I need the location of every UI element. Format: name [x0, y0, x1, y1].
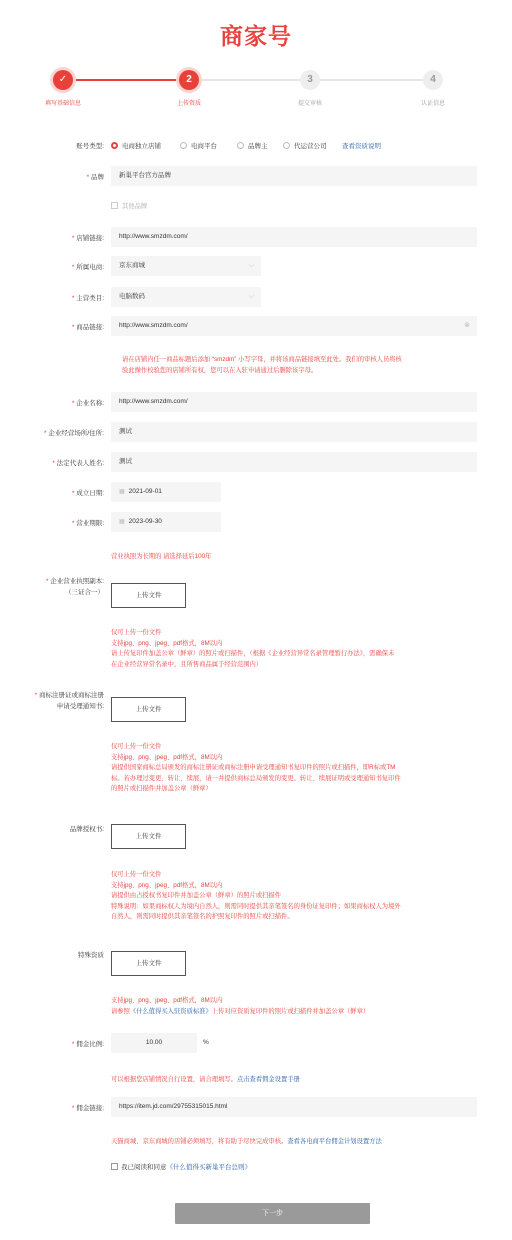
- license-notes: 仅可上传一份文件 支持jpg、png、jpeg、pdf格式，8M以内 请上传复印件加盖公章（鲜章）的照片或扫描件，（根据《企业经营异常名录管理暂行办法》，需确保未 在企业经营异常名录中，且所售商品属于经营范围内）: [111, 629, 395, 668]
- legal-rep-label: * 法定代表人姓名:: [52, 460, 104, 467]
- business-term-note: 营业执照为长期的 请选择延后100年: [111, 553, 212, 560]
- company-address-input[interactable]: 测试: [111, 422, 477, 442]
- brand-label: * 品牌: [86, 174, 104, 181]
- founded-date-input[interactable]: [111, 482, 221, 502]
- ecommerce-value: 京东商城: [119, 262, 145, 269]
- authorization-upload-button[interactable]: 上传文件: [111, 824, 186, 849]
- clear-icon[interactable]: ⊗: [464, 322, 470, 329]
- product-link-input[interactable]: [111, 316, 477, 336]
- agreement-checkbox[interactable]: [111, 1163, 118, 1170]
- qualification-standard-link[interactable]: 《什么值得买入驻资质标准》: [129, 1007, 212, 1015]
- radio-brand-owner[interactable]: [237, 142, 244, 149]
- chevron-down-icon: ⌵: [248, 293, 254, 300]
- radio-ecommerce-platform[interactable]: [180, 142, 187, 149]
- business-term-label: * 营业期限:: [71, 520, 104, 527]
- commission-label: * 佣金比例:: [71, 1041, 104, 1048]
- product-link-value: http://www.smzdm.com/: [119, 322, 188, 329]
- company-address-label: * 企业经营场所/住所:: [44, 430, 104, 437]
- founded-value: 2021-09-01: [128, 488, 162, 495]
- trademark-label: * 商标注册证或商标注册 申请受理通知书:: [34, 692, 104, 710]
- step-1-check-icon: ✓: [53, 70, 73, 90]
- agreement-text: 我已阅读和同意《什么值得买新巢平台总则》: [121, 1164, 251, 1171]
- radio-agency[interactable]: [283, 142, 290, 149]
- authorization-label: 品牌授权书:: [69, 826, 104, 833]
- radio-label-ecommerce-store[interactable]: 电商独立店铺: [122, 143, 161, 150]
- category-value: 电脑数码: [119, 293, 145, 300]
- radio-ecommerce-store[interactable]: [111, 142, 118, 149]
- chevron-down-icon: ⌵: [248, 262, 254, 269]
- company-name-label: * 企业名称:: [71, 400, 104, 407]
- license-label: * 企业营业执照副本: （三证合一）: [45, 578, 104, 596]
- account-type-label: 账号类型:: [76, 143, 104, 150]
- commission-link-input[interactable]: https://item.jd.com/29755315015.html: [111, 1097, 477, 1117]
- category-select[interactable]: [111, 287, 261, 307]
- business-term-value: 2023-09-30: [128, 518, 162, 525]
- commission-link-label: * 佣金链接:: [71, 1105, 104, 1112]
- step-4-circle: 4: [423, 70, 443, 90]
- step-1-label: 填写基础信息: [44, 101, 81, 107]
- store-link-label: * 店铺链接:: [71, 235, 104, 242]
- step-line-done: [63, 79, 189, 81]
- trademark-upload-button[interactable]: 上传文件: [111, 697, 186, 722]
- commission-input[interactable]: 10.00: [111, 1033, 197, 1053]
- brand-input[interactable]: 新巢平台官方品牌: [111, 166, 477, 186]
- other-brand-label: 其他品牌: [122, 203, 148, 210]
- special-notes: 支持jpg、png、jpeg、pdf格式，8M以内 请参照《什么值得买入驻资质标准》上传对应资质复印件的照片或扫描件并加盖公章（鲜章）: [111, 997, 370, 1015]
- founded-label: * 成立日期:: [71, 490, 104, 497]
- calendar-icon: ▦: [119, 519, 125, 525]
- step-3-label: 提交审核: [297, 101, 322, 107]
- business-term-date-input[interactable]: [111, 512, 221, 532]
- authorization-notes: 仅可上传一份文件 支持jpg、png、jpeg、pdf格式，8M以内 请提供由占授权书复印件并加盖公章（鲜章）的照片或扫描件 特殊说明：如果商标权人为境内自然人，则需同时提供其亲笔签名的身份证复印件；如果商标权人为境外 自然人，则需同时提供其亲笔签名的护照复印件的照片或扫描件。: [111, 871, 401, 920]
- next-button[interactable]: 下一步: [175, 1203, 370, 1224]
- company-name-input[interactable]: http://www.smzdm.com/: [111, 392, 477, 412]
- step-4-label: 认证信息: [420, 101, 445, 107]
- commission-link-note: 天猫商城、京东商城的店铺必须填写，将有助于尽快完成审核。查看各电商平台佣金计划设置方法: [111, 1138, 382, 1145]
- step-2-circle: 2: [179, 70, 199, 90]
- step-2-label: 上传资质: [176, 101, 201, 107]
- other-brand-checkbox[interactable]: [111, 202, 118, 209]
- radio-label-ecommerce-platform[interactable]: 电商平台: [191, 143, 217, 150]
- legal-rep-input[interactable]: 测试: [111, 452, 477, 472]
- qualification-info-link[interactable]: 查看资质说明: [342, 143, 381, 150]
- category-label: * 主营类目:: [71, 295, 104, 302]
- product-link-note: 请在店铺内任一商品标题后添加 “smzdm” 小写字母，并将该商品链接填至此处。我们的审核人员将核 验此操作校验您的店铺所有权，您可以在入驻申请通过后删除该字母。: [122, 356, 402, 374]
- radio-label-brand-owner[interactable]: 品牌主: [248, 143, 268, 150]
- special-upload-button[interactable]: 上传文件: [111, 951, 186, 976]
- trademark-notes: 仅可上传一份文件 支持jpg、png、jpeg、pdf格式，8M以内 请提供国家商标总局颁发的商标注册证或商标注册申请受理通知书复印件的照片或扫描件，即R标或TM 标。若办理过变更、转让、续展，请一并提供商标总局颁发的变更、转让、续展证明或受理通知书复印件 的照片或扫描件并加盖公章（鲜章）: [111, 743, 401, 792]
- ecommerce-select[interactable]: [111, 256, 261, 276]
- commission-note: 可以根据您店铺情况自行设置，请合理填写。点击查看佣金设置手册: [111, 1076, 300, 1083]
- radio-label-agency[interactable]: 代运营公司: [294, 143, 327, 150]
- license-upload-button[interactable]: 上传文件: [111, 583, 186, 608]
- percent-unit: %: [203, 1039, 209, 1046]
- agreement-link[interactable]: 《什么值得买新巢平台总则》: [166, 1164, 251, 1171]
- ecommerce-label: * 所属电商:: [71, 264, 104, 271]
- brand-logo: 商家号: [220, 24, 292, 50]
- store-link-input[interactable]: http://www.smzdm.com/: [111, 227, 477, 247]
- step-3-circle: 3: [300, 70, 320, 90]
- calendar-icon: ▦: [119, 489, 125, 495]
- commission-manual-link[interactable]: 点击查看佣金设置手册: [236, 1076, 300, 1083]
- commission-plan-link[interactable]: 查看各电商平台佣金计划设置方法: [287, 1138, 382, 1145]
- special-label: 特殊资质: [78, 952, 104, 959]
- product-link-label: * 商品链接:: [71, 324, 104, 331]
